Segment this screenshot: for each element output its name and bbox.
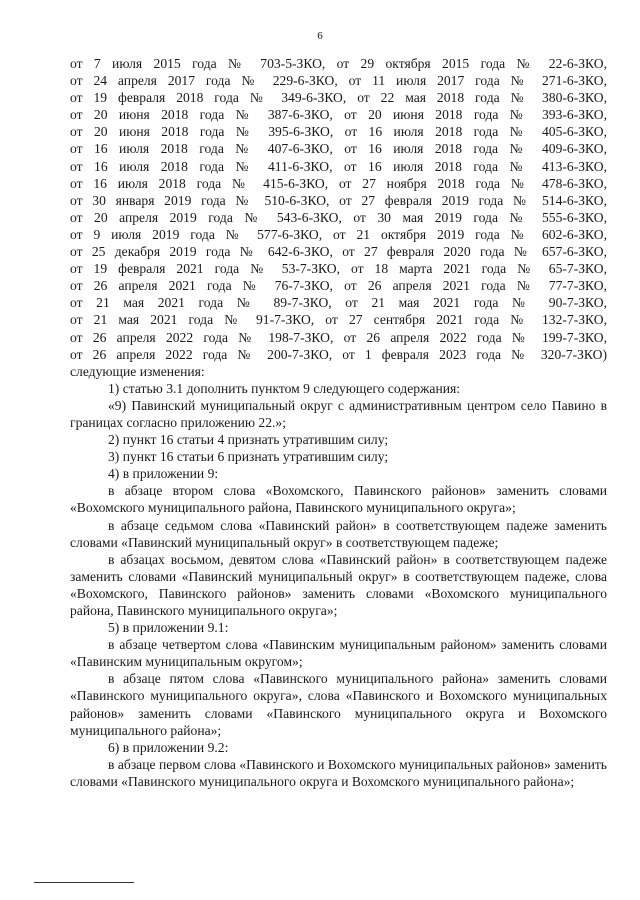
paragraph: в абзаце седьмом слова «Павинский район» в соответствующем падеже заменить словами «Павинский муниципальный округ» в соответствующем падеже; (70, 517, 607, 550)
text-line: от 16 июля 2018 года № 411-6-ЗКО, от 16 июля 2018 года № 413-6-ЗКО, (70, 158, 607, 174)
text-line: от 16 июля 2018 года № 407-6-ЗКО, от 16 июля 2018 года № 409-6-ЗКО, (70, 141, 607, 157)
text-line: от 19 февраля 2018 года № 349-6-ЗКО, от 22 мая 2018 года № 380-6-ЗКО, (70, 90, 607, 106)
paragraph: 3) пункт 16 статьи 6 признать утратившим силу; (108, 449, 389, 465)
paragraph: 6) в приложении 9.2: (108, 739, 229, 755)
paragraph: 2) пункт 16 статьи 4 признать утратившим силу; (108, 432, 389, 448)
paragraph: в абзаце пятом слова «Павинского муниципального района» заменить словами «Павинского муниципального округа», слова «Павинского и Вохомского муниципальных районов» заменить словами «Павинского муниципального округа и Вохомского муниципального района»; (70, 671, 607, 738)
text-line: от 20 июня 2018 года № 387-6-ЗКО, от 20 июня 2018 года № 393-6-ЗКО, (70, 107, 607, 123)
paragraph: в абзаце четвертом слова «Павинским муниципальным районом» заменить словами «Павинским муниципальным округом»; (70, 637, 607, 670)
text-line: от 21 мая 2021 года № 89-7-ЗКО, от 21 мая 2021 года № 90-7-ЗКО, (70, 295, 607, 311)
text-line: от 21 мая 2021 года № 91-7-ЗКО, от 27 сентября 2021 года № 132-7-ЗКО, (70, 312, 607, 328)
paragraph: в абзаце втором слова «Вохомского, Павинского районов» заменить словами «Вохомского муниципального района, Павинского муниципального округа»; (70, 483, 607, 516)
text-line: от 20 июня 2018 года № 395-6-ЗКО, от 16 июля 2018 года № 405-6-ЗКО, (70, 124, 607, 140)
text-line: от 25 декабря 2019 года № 642-6-ЗКО, от 27 февраля 2020 года № 657-6-ЗКО, (70, 244, 607, 260)
text-line: от 30 января 2019 года № 510-6-ЗКО, от 27 февраля 2019 года № 514-6-ЗКО, (70, 192, 607, 208)
text-line: от 9 июля 2019 года № 577-6-ЗКО, от 21 октября 2019 года № 602-6-ЗКО, (70, 226, 607, 242)
text-line: от 16 июля 2018 года № 415-6-ЗКО, от 27 ноября 2018 года № 478-6-ЗКО, (70, 175, 607, 191)
text-line: следующие изменения: (70, 363, 205, 379)
page-number: 6 (317, 30, 323, 42)
footnote-divider (34, 882, 134, 883)
paragraph: в абзаце первом слова «Павинского и Вохомского муниципальных районов» заменить словами «Павинского муниципального округа и Вохомского муниципального района»; (70, 756, 607, 789)
text-line: от 26 апреля 2022 года № 198-7-ЗКО, от 26 апреля 2022 года № 199-7-ЗКО, (70, 329, 607, 345)
text-line: от 26 апреля 2021 года № 76-7-ЗКО, от 26 апреля 2021 года № 77-7-ЗКО, (70, 278, 607, 294)
text-line: от 24 апреля 2017 года № 229-6-ЗКО, от 11 июля 2017 года № 271-6-ЗКО, (70, 73, 607, 89)
paragraph: 5) в приложении 9.1: (108, 620, 229, 636)
text-line: от 20 апреля 2019 года № 543-6-ЗКО, от 30 мая 2019 года № 555-6-ЗКО, (70, 209, 607, 225)
text-line: от 19 февраля 2021 года № 53-7-ЗКО, от 18 марта 2021 года № 65-7-ЗКО, (70, 261, 607, 277)
text-line: от 7 июля 2015 года № 703-5-ЗКО, от 29 октября 2015 года № 22-6-ЗКО, (70, 56, 607, 71)
paragraph: в абзацах восьмом, девятом слова «Павинский район» в соответствующем падеже заменить словами «Павинский муниципальный округ» в соответствующем падеже, слова «Вохомского, Павинского районов» заменить словами «Вохомского муниципального района, Павинского муниципального округа»; (70, 551, 607, 618)
text-line: от 26 апреля 2022 года № 200-7-ЗКО, от 1 февраля 2023 года № 320-7-ЗКО) (70, 346, 607, 362)
paragraph: «9) Павинский муниципальный округ с административным центром село Павино в границах согласно приложению 22.»; (70, 397, 607, 430)
paragraph: 1) статью 3.1 дополнить пунктом 9 следующего содержания: (108, 380, 461, 396)
paragraph: 4) в приложении 9: (108, 466, 219, 482)
document-body (70, 55, 607, 790)
